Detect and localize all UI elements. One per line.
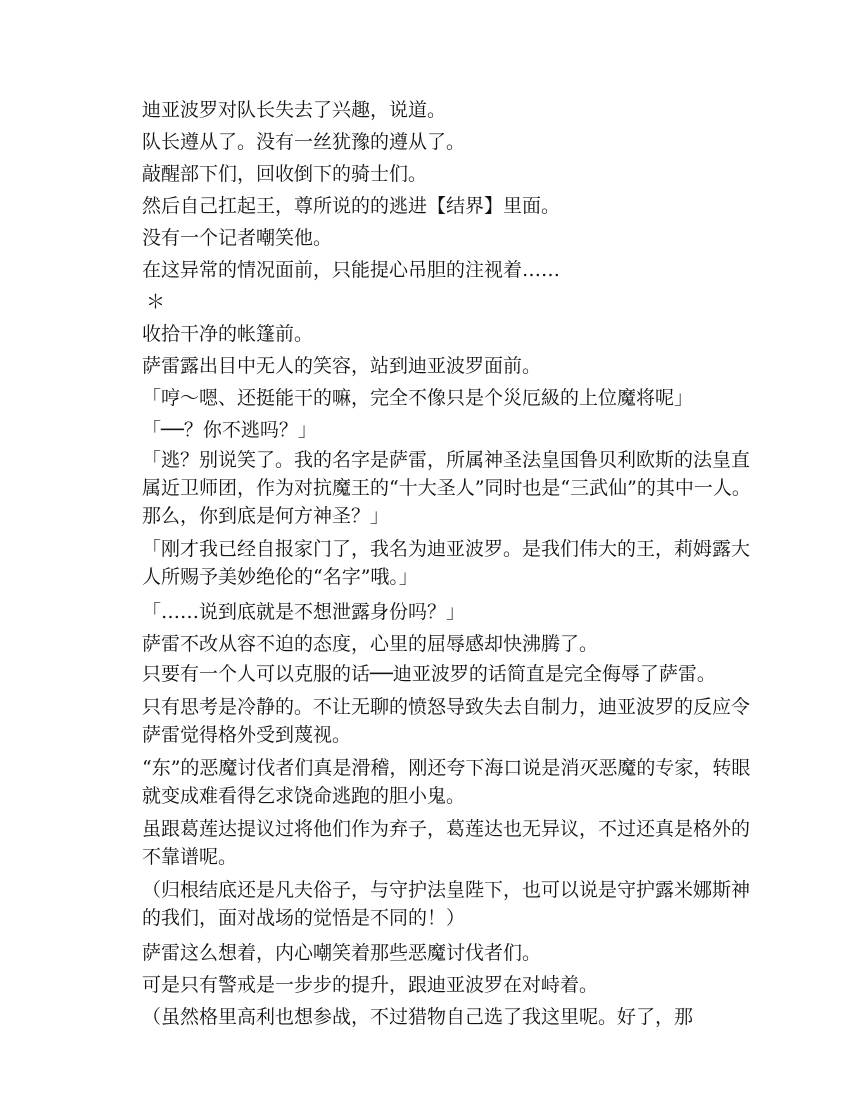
- paragraph: 收拾干净的帐篷前。: [142, 323, 314, 345]
- paragraph: 敲醒部下们，回收倒下的骑士们。: [142, 163, 428, 185]
- paragraph: 虽跟葛莲达提议过将他们作为弃子，葛莲达也无异议，不过还真是格外的不靠谱呢。: [142, 818, 751, 868]
- paragraph: 可是只有警戒是一步步的提升，跟迪亚波罗在对峙着。: [142, 974, 599, 996]
- paragraph: （归根结底还是凡夫俗子，与守护法皇陛下，也可以说是守护露米娜斯神的我们，面对战场的觉悟是不同的！）: [142, 879, 751, 929]
- paragraph: 然后自己扛起王，尊所说的的逃进【结界】里面。: [142, 195, 561, 217]
- document-body: [142, 94, 752, 1033]
- paragraph: 萨雷不改从容不迫的态度，心里的屈辱感却快沸腾了。: [142, 633, 599, 655]
- paragraph: 「逃？别说笑了。我的名字是萨雷，所属神圣法皇国鲁贝利欧斯的法皇直属近卫师团，作为对抗魔王的“十大圣人”同时也是“三武仙”的其中一人。那么，你到底是何方神圣？」: [142, 449, 751, 527]
- paragraph: 「刚才我已经自报家门了，我名为迪亚波罗。是我们伟大的王，莉姆露大人所赐予美妙绝伦的“名字”哦。」: [142, 538, 751, 588]
- paragraph: 「──？你不逃吗？」: [142, 419, 317, 441]
- paragraph: 队长遵从了。没有一丝犹豫的遵从了。: [142, 131, 466, 153]
- paragraph: 迪亚波罗对队长失去了兴趣，说道。: [142, 99, 447, 121]
- paragraph: 在这异常的情况面前，只能提心吊胆的注视着……: [142, 259, 561, 281]
- paragraph: 没有一个记者嘲笑他。: [142, 227, 333, 249]
- paragraph: 萨雷这么想着，内心嘲笑着那些恶魔讨伐者们。: [142, 942, 542, 964]
- paragraph: 只有思考是冷静的。不让无聊的愤怒导致失去自制力，迪亚波罗的反应令萨雷觉得格外受到蔑视。: [142, 696, 751, 746]
- paragraph: 「哼～嗯、还挺能干的嘛，完全不像只是个災厄級的上位魔将呢」: [142, 387, 694, 409]
- paragraph: 「……说到底就是不想泄露身份吗？」: [142, 601, 466, 623]
- paragraph: 只要有一个人可以克服的话──迪亚波罗的话简直是完全侮辱了萨雷。: [142, 663, 716, 685]
- scene-break: ＊: [146, 291, 166, 313]
- paragraph: （虽然格里高利也想参战，不过猎物自己选了我这里呢。好了，那: [142, 1006, 694, 1028]
- paragraph: “东”的恶魔讨伐者们真是滑稽，刚还夸下海口说是消灭恶魔的专家，转眼就变成难看得乞求饶命逃跑的胆小鬼。: [142, 757, 751, 807]
- paragraph: 萨雷露出目中无人的笑容，站到迪亚波罗面前。: [142, 355, 542, 377]
